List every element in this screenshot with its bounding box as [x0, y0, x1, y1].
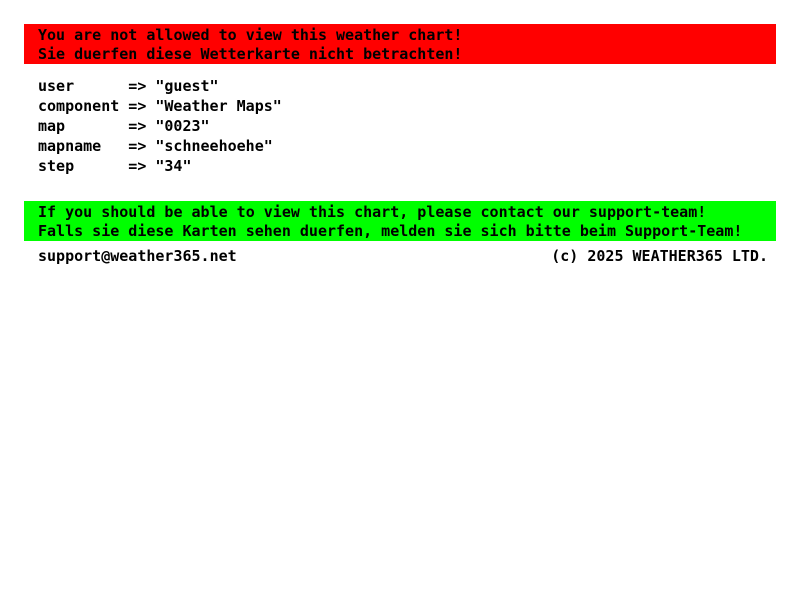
error-line-en: You are not allowed to view this weather chart!: [38, 26, 463, 44]
param-value: "guest": [155, 77, 219, 95]
footer: [38, 246, 768, 266]
param-arrow: =>: [128, 117, 147, 135]
copyright: (c) 2025 WEATHER365 LTD.: [551, 247, 768, 265]
param-arrow: =>: [128, 137, 147, 155]
param-row-component: [38, 96, 282, 116]
param-value: "0023": [155, 117, 210, 135]
param-label: mapname: [38, 137, 102, 155]
support-banner: [24, 201, 776, 241]
support-line-de: Falls sie diese Karten sehen duerfen, melden sie sich bitte beim Support-Team!: [38, 222, 743, 240]
param-arrow: =>: [128, 157, 147, 175]
param-label: map: [38, 117, 66, 135]
param-row-user: [38, 76, 282, 96]
param-row-map: [38, 116, 282, 136]
param-label: user: [38, 77, 75, 95]
param-value: "Weather Maps": [155, 97, 282, 115]
error-line-de: Sie duerfen diese Wetterkarte nicht betrachten!: [38, 45, 463, 63]
support-line-en: If you should be able to view this chart, please contact our support-team!: [38, 203, 707, 221]
param-arrow: =>: [128, 77, 147, 95]
error-banner: [24, 24, 776, 64]
param-label: component: [38, 97, 120, 115]
param-row-mapname: [38, 136, 282, 156]
param-arrow: =>: [128, 97, 147, 115]
request-params-list: [38, 76, 282, 176]
param-row-step: [38, 156, 282, 176]
support-email: support@weather365.net: [38, 247, 237, 265]
param-label: step: [38, 157, 75, 175]
param-value: "34": [155, 157, 192, 175]
param-value: "schneehoehe": [155, 137, 273, 155]
